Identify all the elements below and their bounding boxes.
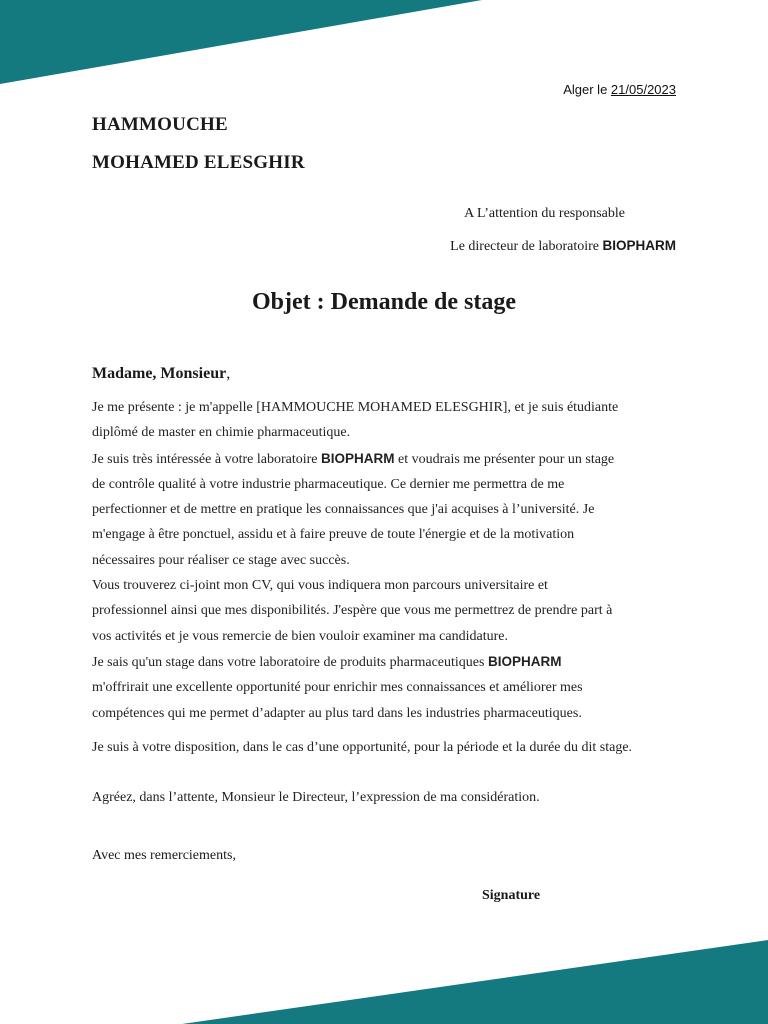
greeting-punct: ,: [226, 365, 231, 382]
date-value: 21/05/2023: [610, 82, 676, 97]
letter-subject: Objet : Demande de stage: [252, 289, 516, 315]
letter-body: [92, 395, 677, 726]
body-line: vos activités et je vous remercie de bien vouloir examiner ma candidature.: [92, 628, 508, 644]
body-line: m'offrirait une excellente opportunité pour enrichir mes connaissances et améliorer mes: [92, 680, 583, 696]
recipient-director-label: Le directeur de laboratoire: [450, 239, 603, 254]
sender-first-names: MOHAMED ELESGHIR: [92, 152, 305, 173]
signature-label: Signature: [482, 888, 541, 903]
letter-greeting: [92, 365, 230, 383]
body-line: Je me présente : je m'appelle [HAMMOUCHE MOHAMED ELESGHIR], et je suis étudiante: [92, 400, 619, 415]
body-line: compétences qui me permet d’adapter au plus tard dans les industries pharmaceutiques.: [92, 705, 582, 721]
recipient-attention: A L’attention du responsable: [464, 206, 625, 221]
body-text: et voudrais me présenter pour un stage: [394, 451, 615, 467]
body-text: Je sais qu'un stage dans votre laboratoire de produits pharmaceutiques: [92, 654, 488, 670]
sender-last-name: HAMMOUCHE: [92, 114, 228, 135]
body-line: [92, 446, 677, 472]
company-name: BIOPHARM: [487, 653, 562, 669]
availability-paragraph: Je suis à votre disposition, dans le cas d’une opportunité, pour la période et la durée du dit stage.: [92, 740, 633, 755]
body-line: m'engage à être ponctuel, assidu et à faire preuve de toute l'énergie et de la motivation: [92, 527, 575, 543]
recipient-company: BIOPHARM: [602, 238, 676, 253]
header-decoration: [0, 0, 768, 90]
body-line: professionnel ainsi que mes disponibilités. J'espère que vous me permettrez de prendre part à: [92, 603, 613, 619]
closing-paragraph: Agréez, dans l’attente, Monsieur le Directeur, l’expression de ma considération.: [92, 790, 540, 805]
greeting-text: Madame, Monsieur: [92, 365, 227, 382]
footer-teal-band: [182, 940, 768, 1024]
footer-decoration: [0, 930, 768, 1024]
thanks-line: Avec mes remerciements,: [92, 848, 236, 863]
body-line: [92, 649, 677, 675]
body-text: Je suis très intéressée à votre laboratoire: [92, 451, 321, 467]
recipient-director: [450, 238, 676, 255]
header-teal-band: [0, 0, 482, 84]
company-name: BIOPHARM: [320, 450, 395, 466]
body-line: de contrôle qualité à votre industrie pharmaceutique. Ce dernier me permettra de me: [92, 476, 565, 492]
body-line: perfectionner et de mettre en pratique les connaissances que j'ai acquises à l’université. Je: [92, 502, 595, 518]
date-prefix: Alger le: [563, 82, 611, 97]
body-line: nécessaires pour réaliser ce stage avec succès.: [92, 552, 350, 568]
letter-date: [563, 82, 676, 97]
body-line: Vous trouverez ci-joint mon CV, qui vous indiquera mon parcours universitaire et: [92, 578, 548, 594]
body-line: diplômé de master en chimie pharmaceutique.: [92, 425, 351, 441]
